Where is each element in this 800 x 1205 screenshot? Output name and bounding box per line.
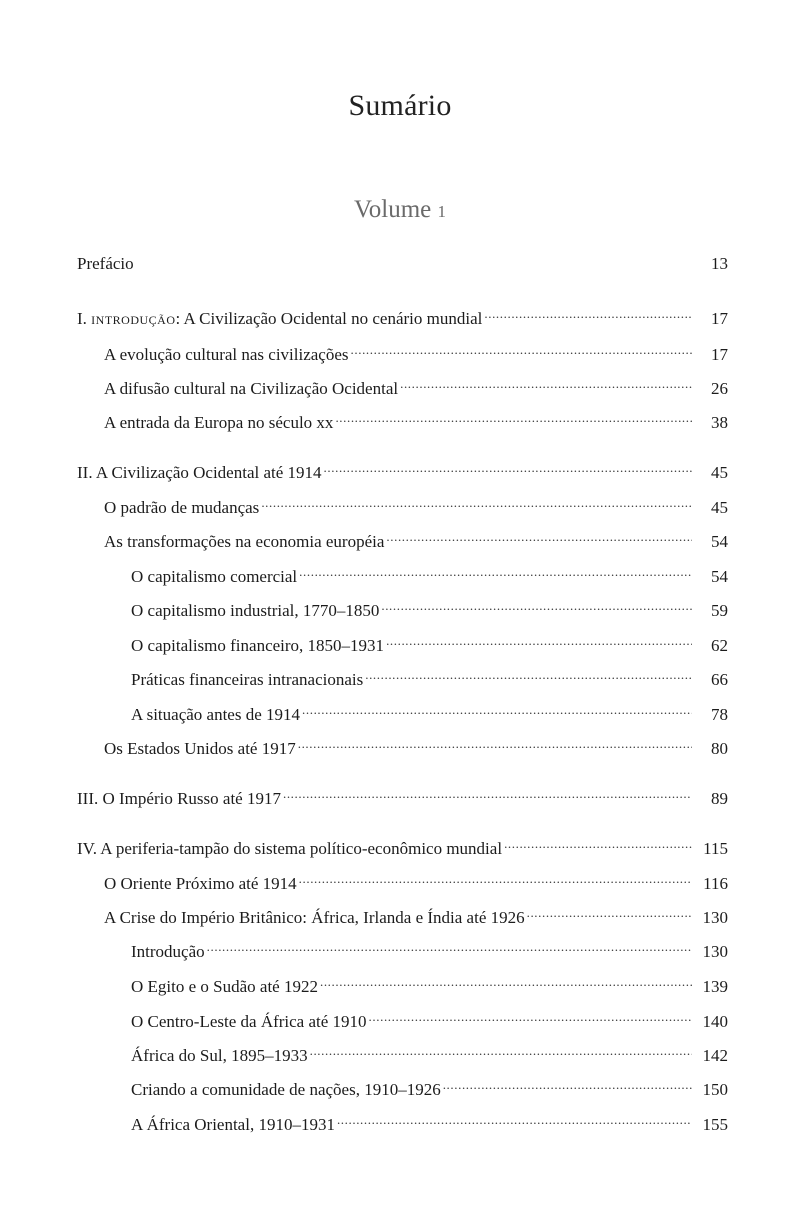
dot-leader (369, 1003, 692, 1027)
toc-entry[interactable] (104, 336, 728, 364)
toc-page-number: 54 (711, 532, 728, 551)
toc-entry-title: II. A Civilização Ocidental até 1914 (77, 463, 322, 482)
toc-entry-title: Os Estados Unidos até 1917 (104, 739, 296, 758)
dot-leader (443, 1071, 692, 1095)
toc-entry[interactable] (104, 404, 728, 432)
dot-leader (261, 489, 692, 513)
toc-page-number: 140 (702, 1012, 728, 1031)
dot-leader (207, 933, 692, 957)
toc-page-number: 62 (711, 636, 728, 655)
toc-entry[interactable] (104, 899, 728, 927)
toc-entry-title: O padrão de mudanças (104, 498, 260, 517)
page-title: Sumário (348, 89, 452, 122)
toc-entry-title: O capitalismo financeiro, 1850–1931 (131, 636, 385, 655)
toc-entry-title: As transformações na economia européia (104, 532, 385, 551)
dot-leader (386, 523, 692, 547)
dot-leader (527, 899, 692, 923)
toc-page-number: 13 (711, 254, 728, 273)
toc-page-number: 139 (702, 977, 728, 996)
toc-page-number: 116 (703, 874, 728, 893)
volume-heading (0, 193, 800, 229)
dot-leader (298, 730, 692, 754)
toc-page-number: 115 (703, 839, 728, 858)
toc-entry[interactable] (104, 370, 728, 398)
toc-entry-title: África do Sul, 1895–1933 (131, 1046, 308, 1065)
toc-entry[interactable] (131, 627, 728, 655)
dot-leader (310, 1037, 692, 1061)
toc-page-number: 45 (711, 498, 728, 517)
toc-entry[interactable] (131, 558, 728, 586)
toc-entry-title: III. O Império Russo até 1917 (77, 789, 281, 808)
toc-page-number: 17 (711, 345, 728, 364)
dot-leader (299, 865, 692, 889)
toc-page-number: 59 (711, 601, 728, 620)
dot-leader (400, 370, 692, 394)
dot-leader (381, 592, 692, 616)
volume-label: Volume (353, 196, 432, 223)
volume-number: 1 (437, 202, 447, 221)
toc-entry-title: A Crise do Império Britânico: África, Irlanda e Índia até 1926 (104, 908, 525, 927)
toc-entry[interactable] (131, 1106, 728, 1134)
toc-entry-title: IV. A periferia-tampão do sistema político-econômico mundial (77, 839, 503, 858)
toc-page-number: 142 (702, 1046, 728, 1065)
toc-entry-title: Práticas financeiras intranacionais (131, 670, 364, 689)
toc-entry-chapter-4[interactable] (77, 830, 728, 858)
toc-entry-title: O capitalismo comercial (131, 567, 298, 586)
toc-entry[interactable] (131, 661, 728, 689)
toc-entry-title: I. introdução: A Civilização Ocidental no cenário mundial (77, 309, 483, 328)
toc-entry[interactable] (131, 1003, 728, 1031)
toc-entry[interactable] (104, 865, 728, 893)
toc-entry-chapter-1[interactable] (77, 300, 728, 328)
dot-leader (283, 780, 692, 804)
dot-leader (484, 300, 692, 324)
toc-page-number: 17 (711, 309, 728, 328)
dot-leader (504, 830, 692, 854)
toc-entry-title: A entrada da Europa no século xx (104, 413, 334, 432)
toc-entry[interactable] (131, 968, 728, 996)
toc-entry-title: A África Oriental, 1910–1931 (131, 1115, 335, 1134)
toc-page-number: 26 (711, 379, 728, 398)
toc-entry[interactable] (131, 696, 728, 724)
dot-leader (335, 404, 692, 428)
toc-page-number: 78 (711, 705, 728, 724)
toc-page-number: 155 (702, 1115, 728, 1134)
toc-entry-title: Introdução (131, 942, 205, 961)
toc-entry[interactable] (104, 730, 728, 758)
toc-entry-title: O Egito e o Sudão até 1922 (131, 977, 318, 996)
toc-page-number: 54 (711, 567, 728, 586)
toc-page-number: 89 (711, 789, 728, 808)
toc-page-number: 38 (711, 413, 728, 432)
toc-entry[interactable] (131, 933, 728, 961)
toc-entry-prefacio[interactable] (77, 252, 728, 276)
toc-entry-chapter-3[interactable] (77, 780, 728, 808)
toc-page-number: 80 (711, 739, 728, 758)
toc-entry[interactable] (131, 1071, 728, 1099)
toc-entry-title: Criando a comunidade de nações, 1910–1926 (131, 1080, 441, 1099)
dot-leader (302, 696, 692, 720)
toc-entry-title: O Centro-Leste da África até 1910 (131, 1012, 367, 1031)
toc-entry-title: Prefácio (77, 254, 134, 273)
toc-entry-title: A evolução cultural nas civilizações (104, 345, 349, 364)
toc-page-number: 66 (711, 670, 728, 689)
toc-page-number: 150 (702, 1080, 728, 1099)
toc-entry[interactable] (131, 592, 728, 620)
dot-leader (337, 1106, 692, 1130)
dot-leader (386, 627, 692, 651)
toc-entry[interactable] (104, 523, 728, 551)
dot-leader (365, 661, 692, 685)
toc-entry-title: O capitalismo industrial, 1770–1850 (131, 601, 380, 620)
toc-page-number: 130 (702, 942, 728, 961)
toc-entry-title: A situação antes de 1914 (131, 705, 301, 724)
toc-page-number: 130 (702, 908, 728, 927)
dot-leader (351, 336, 692, 360)
dot-leader (320, 968, 692, 992)
toc-entry-chapter-2[interactable] (77, 454, 728, 482)
dot-leader (324, 454, 692, 478)
toc-entry[interactable] (104, 489, 728, 517)
toc-page-number: 45 (711, 463, 728, 482)
toc-entry[interactable] (131, 1037, 728, 1065)
toc-entry-title: A difusão cultural na Civilização Ocidental (104, 379, 399, 398)
toc-entry-title: O Oriente Próximo até 1914 (104, 874, 297, 893)
dot-leader (299, 558, 692, 582)
